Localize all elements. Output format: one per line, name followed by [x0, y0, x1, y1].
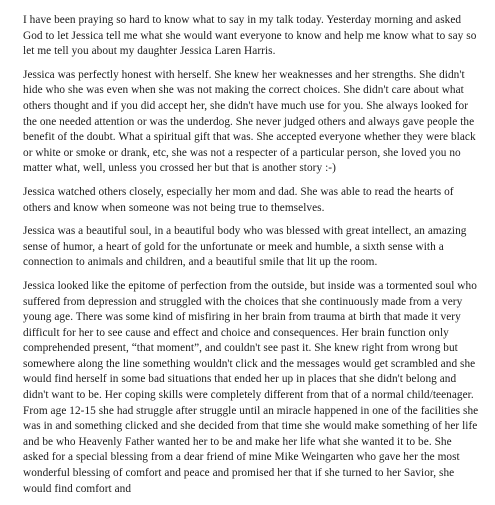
paragraph-5: Jessica looked like the epitome of perfection from the outside, but inside was a tormented soul who suffered from depression and struggled with the choices that she continuously made from a very young age. There was some kind of misfiring in her brain from trauma at birth that made it very difficult for her to see cause and effect and choice and consequences. Her brain function only comprehended present, “that moment”, and couldn't see past it. She knew right from wrong but somewhere along the line something wouldn't click and the messages would get scrambled and she would find herself in some bad situations that ended her up in places that she didn't belong and didn't want to be. Her coping skills were completely different from that of a normal child/teenager. From age 12-15 she had struggle after struggle until an miracle happened in one of the facilities she was in and something clicked and she decided from that time she would make something of her life and be who Heavenly Father wanted her to be and make her life what she wanted it to be. She asked for a special blessing from a dear friend of mine Mike Weingarten who gave her the most wonderful blessing of comfort and peace and promised her that if she turned to her Savior, she would find comfort and: [23, 279, 479, 495]
paragraph-3: Jessica watched others closely, especially her mom and dad. She was able to read the hearts of others and know when someone was not being true to themselves.: [23, 185, 454, 214]
document-page: [23, 13, 480, 505]
paragraph-4: Jessica was a beautiful soul, in a beautiful body who was blessed with great intellect, an amazing sense of humor, a heart of gold for the unfortunate or meek and humble, a sixth sense with a connection to animals and children, and a beautiful smile that lit up the room.: [23, 225, 467, 269]
paragraph-2: Jessica was perfectly honest with herself. She knew her weaknesses and her strengths. She didn't hide who she was even when she was not making the correct choices. She didn't care about what others thought and if you did accept her, she didn't have much use for you. She always looked for the one needed attention or was the underdog. She never judged others and always gave people the benefit of the doubt. What a spiritual gift that was. She accepted everyone whether they were black or white or smoke or drank, etc, she was not a respecter of a particular person, she loved you no matter what, well, unless you crossed her but that is another story :-): [23, 68, 476, 175]
paragraph-1: I have been praying so hard to know what to say in my talk today. Yesterday morning and asked God to let Jessica tell me what she would want everyone to know and help me know what to say so let me tell you about my daughter Jessica Laren Harris.: [23, 14, 477, 58]
